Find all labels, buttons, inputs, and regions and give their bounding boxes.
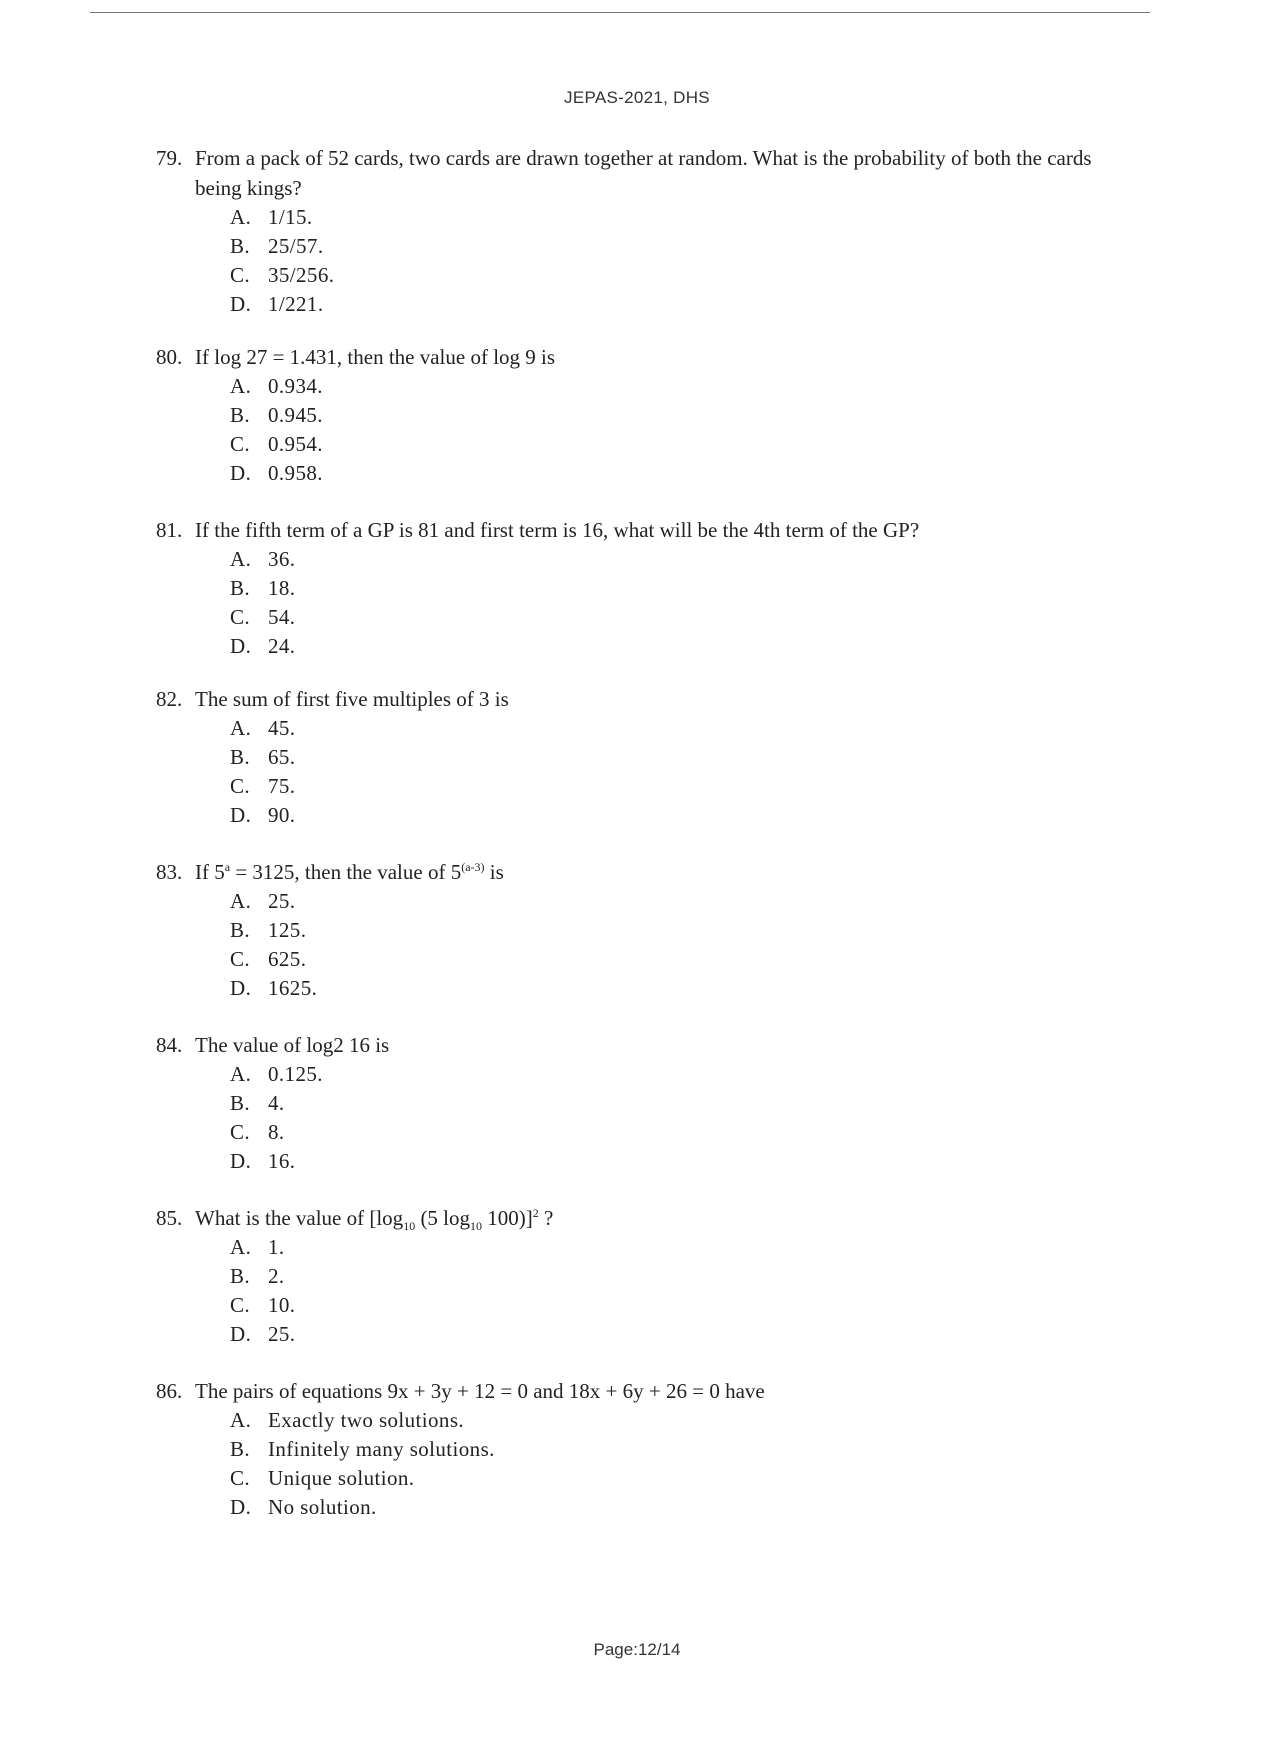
option-c [230,261,1096,290]
question-body-part: (5 log [415,1206,471,1230]
option-text: 45. [268,716,296,740]
page-header: JEPAS-2021, DHS [564,88,710,107]
question-86 [156,1376,1096,1522]
option-a [230,203,1096,232]
question-body [195,1206,554,1234]
page-number: Page:12/14 [593,1640,681,1659]
question-text [156,684,1096,714]
option-letter: D. [230,1322,252,1346]
option-letter: B. [230,1437,251,1461]
option-letter: D. [230,292,252,316]
option-b [230,401,1096,430]
option-d [230,1493,1096,1522]
question-number: 82. [156,687,183,711]
question-body: From a pack of 52 cards, two cards are drawn together at random. What is the probability of both the cards being kings? [195,146,1092,200]
question-body-part: What is the value of [log [195,1206,404,1230]
option-letter: D. [230,803,252,827]
option-letter: C. [230,432,251,456]
option-text: 0.125. [268,1062,323,1086]
option-text: 125. [268,918,307,942]
question-81 [156,515,1096,661]
option-text: 1625. [268,976,318,1000]
question-number: 86. [156,1379,183,1403]
options-list [156,1406,1096,1522]
option-text: 75. [268,774,296,798]
option-d [230,974,1096,1003]
subscript: 10 [403,1219,416,1234]
option-text: 65. [268,745,296,769]
option-letter: C. [230,1466,251,1490]
question-body-part: = 3125, then the value of 5 [230,860,462,884]
option-a [230,1060,1096,1089]
option-letter: C. [230,605,251,629]
option-a [230,887,1096,916]
option-letter: D. [230,461,252,485]
option-text: Exactly two solutions. [268,1408,465,1432]
option-letter: B. [230,234,251,258]
option-letter: A. [230,205,252,229]
subscript: 10 [470,1219,483,1234]
question-number: 81. [156,518,183,542]
option-letter: D. [230,976,252,1000]
question-text [156,143,1096,203]
question-80 [156,342,1096,488]
option-b [230,1089,1096,1118]
question-84 [156,1030,1096,1176]
option-letter: C. [230,1120,251,1144]
option-text: 1/15. [268,205,313,229]
exponent: 2 [532,1206,539,1220]
option-text: 0.958. [268,461,323,485]
option-letter: D. [230,1149,252,1173]
option-c [230,603,1096,632]
option-text: 0.954. [268,432,323,456]
option-a [230,545,1096,574]
question-number: 85. [156,1206,183,1230]
option-text: 25/57. [268,234,324,258]
question-body: If log 27 = 1.431, then the value of log 9 is [195,345,556,369]
question-body: If the fifth term of a GP is 81 and first term is 16, what will be the 4th term of the GP? [195,518,920,542]
option-letter: C. [230,774,251,798]
option-text: 625. [268,947,307,971]
option-letter: A. [230,716,252,740]
question-body [195,860,504,884]
options-list [156,545,1096,661]
question-body-part: ? [538,1206,554,1230]
option-letter: A. [230,374,252,398]
question-number: 84. [156,1033,183,1057]
option-c [230,430,1096,459]
option-d [230,459,1096,488]
option-letter: A. [230,1062,252,1086]
options-list [156,1060,1096,1176]
options-list [156,203,1096,319]
option-text: 24. [268,634,296,658]
option-letter: B. [230,918,251,942]
option-b [230,574,1096,603]
option-text: 16. [268,1149,296,1173]
options-list [156,887,1096,1003]
question-body: The sum of first five multiples of 3 is [195,687,509,711]
option-letter: B. [230,1091,251,1115]
question-85 [156,1203,1096,1349]
option-text: 1. [268,1235,285,1259]
question-text [156,1203,1096,1233]
exponent: a [224,860,231,874]
question-79 [156,143,1096,319]
option-c [230,772,1096,801]
question-body-part: If 5 [195,860,225,884]
option-b [230,916,1096,945]
option-b [230,1435,1096,1464]
option-letter: A. [230,547,252,571]
option-letter: D. [230,1495,252,1519]
option-a [230,1406,1096,1435]
question-text [156,1376,1096,1406]
option-letter: D. [230,634,252,658]
option-text: No solution. [268,1495,377,1519]
option-text: 25. [268,889,296,913]
option-letter: B. [230,403,251,427]
option-d [230,1147,1096,1176]
option-letter: C. [230,1293,251,1317]
options-list [156,372,1096,488]
option-text: Unique solution. [268,1466,415,1490]
question-text [156,515,1096,545]
option-text: 0.934. [268,374,323,398]
option-c [230,945,1096,974]
option-d [230,801,1096,830]
option-c [230,1291,1096,1320]
option-letter: B. [230,1264,251,1288]
question-number: 83. [156,860,183,884]
options-list [156,714,1096,830]
option-b [230,743,1096,772]
option-letter: B. [230,745,251,769]
option-text: 36. [268,547,296,571]
option-text: 4. [268,1091,285,1115]
question-body: The value of log2 16 is [195,1033,390,1057]
option-text: 8. [268,1120,285,1144]
option-letter: A. [230,889,252,913]
exponent: (a-3) [461,860,485,874]
option-c [230,1464,1096,1493]
question-body-part: 100)] [482,1206,533,1230]
option-text: 2. [268,1264,285,1288]
option-text: 90. [268,803,296,827]
option-letter: A. [230,1408,252,1432]
option-text: 54. [268,605,296,629]
option-a [230,372,1096,401]
option-text: Infinitely many solutions. [268,1437,495,1461]
top-rule [90,12,1150,13]
option-d [230,1320,1096,1349]
question-text [156,857,1096,887]
option-text: 0.945. [268,403,323,427]
option-text: 18. [268,576,296,600]
question-list [156,143,1096,1522]
question-number: 80. [156,345,183,369]
option-b [230,232,1096,261]
option-text: 1/221. [268,292,324,316]
option-a [230,1233,1096,1262]
option-letter: C. [230,947,251,971]
option-letter: C. [230,263,251,287]
option-b [230,1262,1096,1291]
option-c [230,1118,1096,1147]
option-d [230,290,1096,319]
option-text: 10. [268,1293,296,1317]
option-text: 35/256. [268,263,335,287]
question-82 [156,684,1096,830]
option-text: 25. [268,1322,296,1346]
option-letter: B. [230,576,251,600]
options-list [156,1233,1096,1349]
option-a [230,714,1096,743]
option-d [230,632,1096,661]
question-text [156,1030,1096,1060]
question-number: 79. [156,146,183,170]
question-text [156,342,1096,372]
question-body-part: is [484,860,504,884]
question-body: The pairs of equations 9x + 3y + 12 = 0 and 18x + 6y + 26 = 0 have [195,1379,765,1403]
question-83 [156,857,1096,1003]
option-letter: A. [230,1235,252,1259]
